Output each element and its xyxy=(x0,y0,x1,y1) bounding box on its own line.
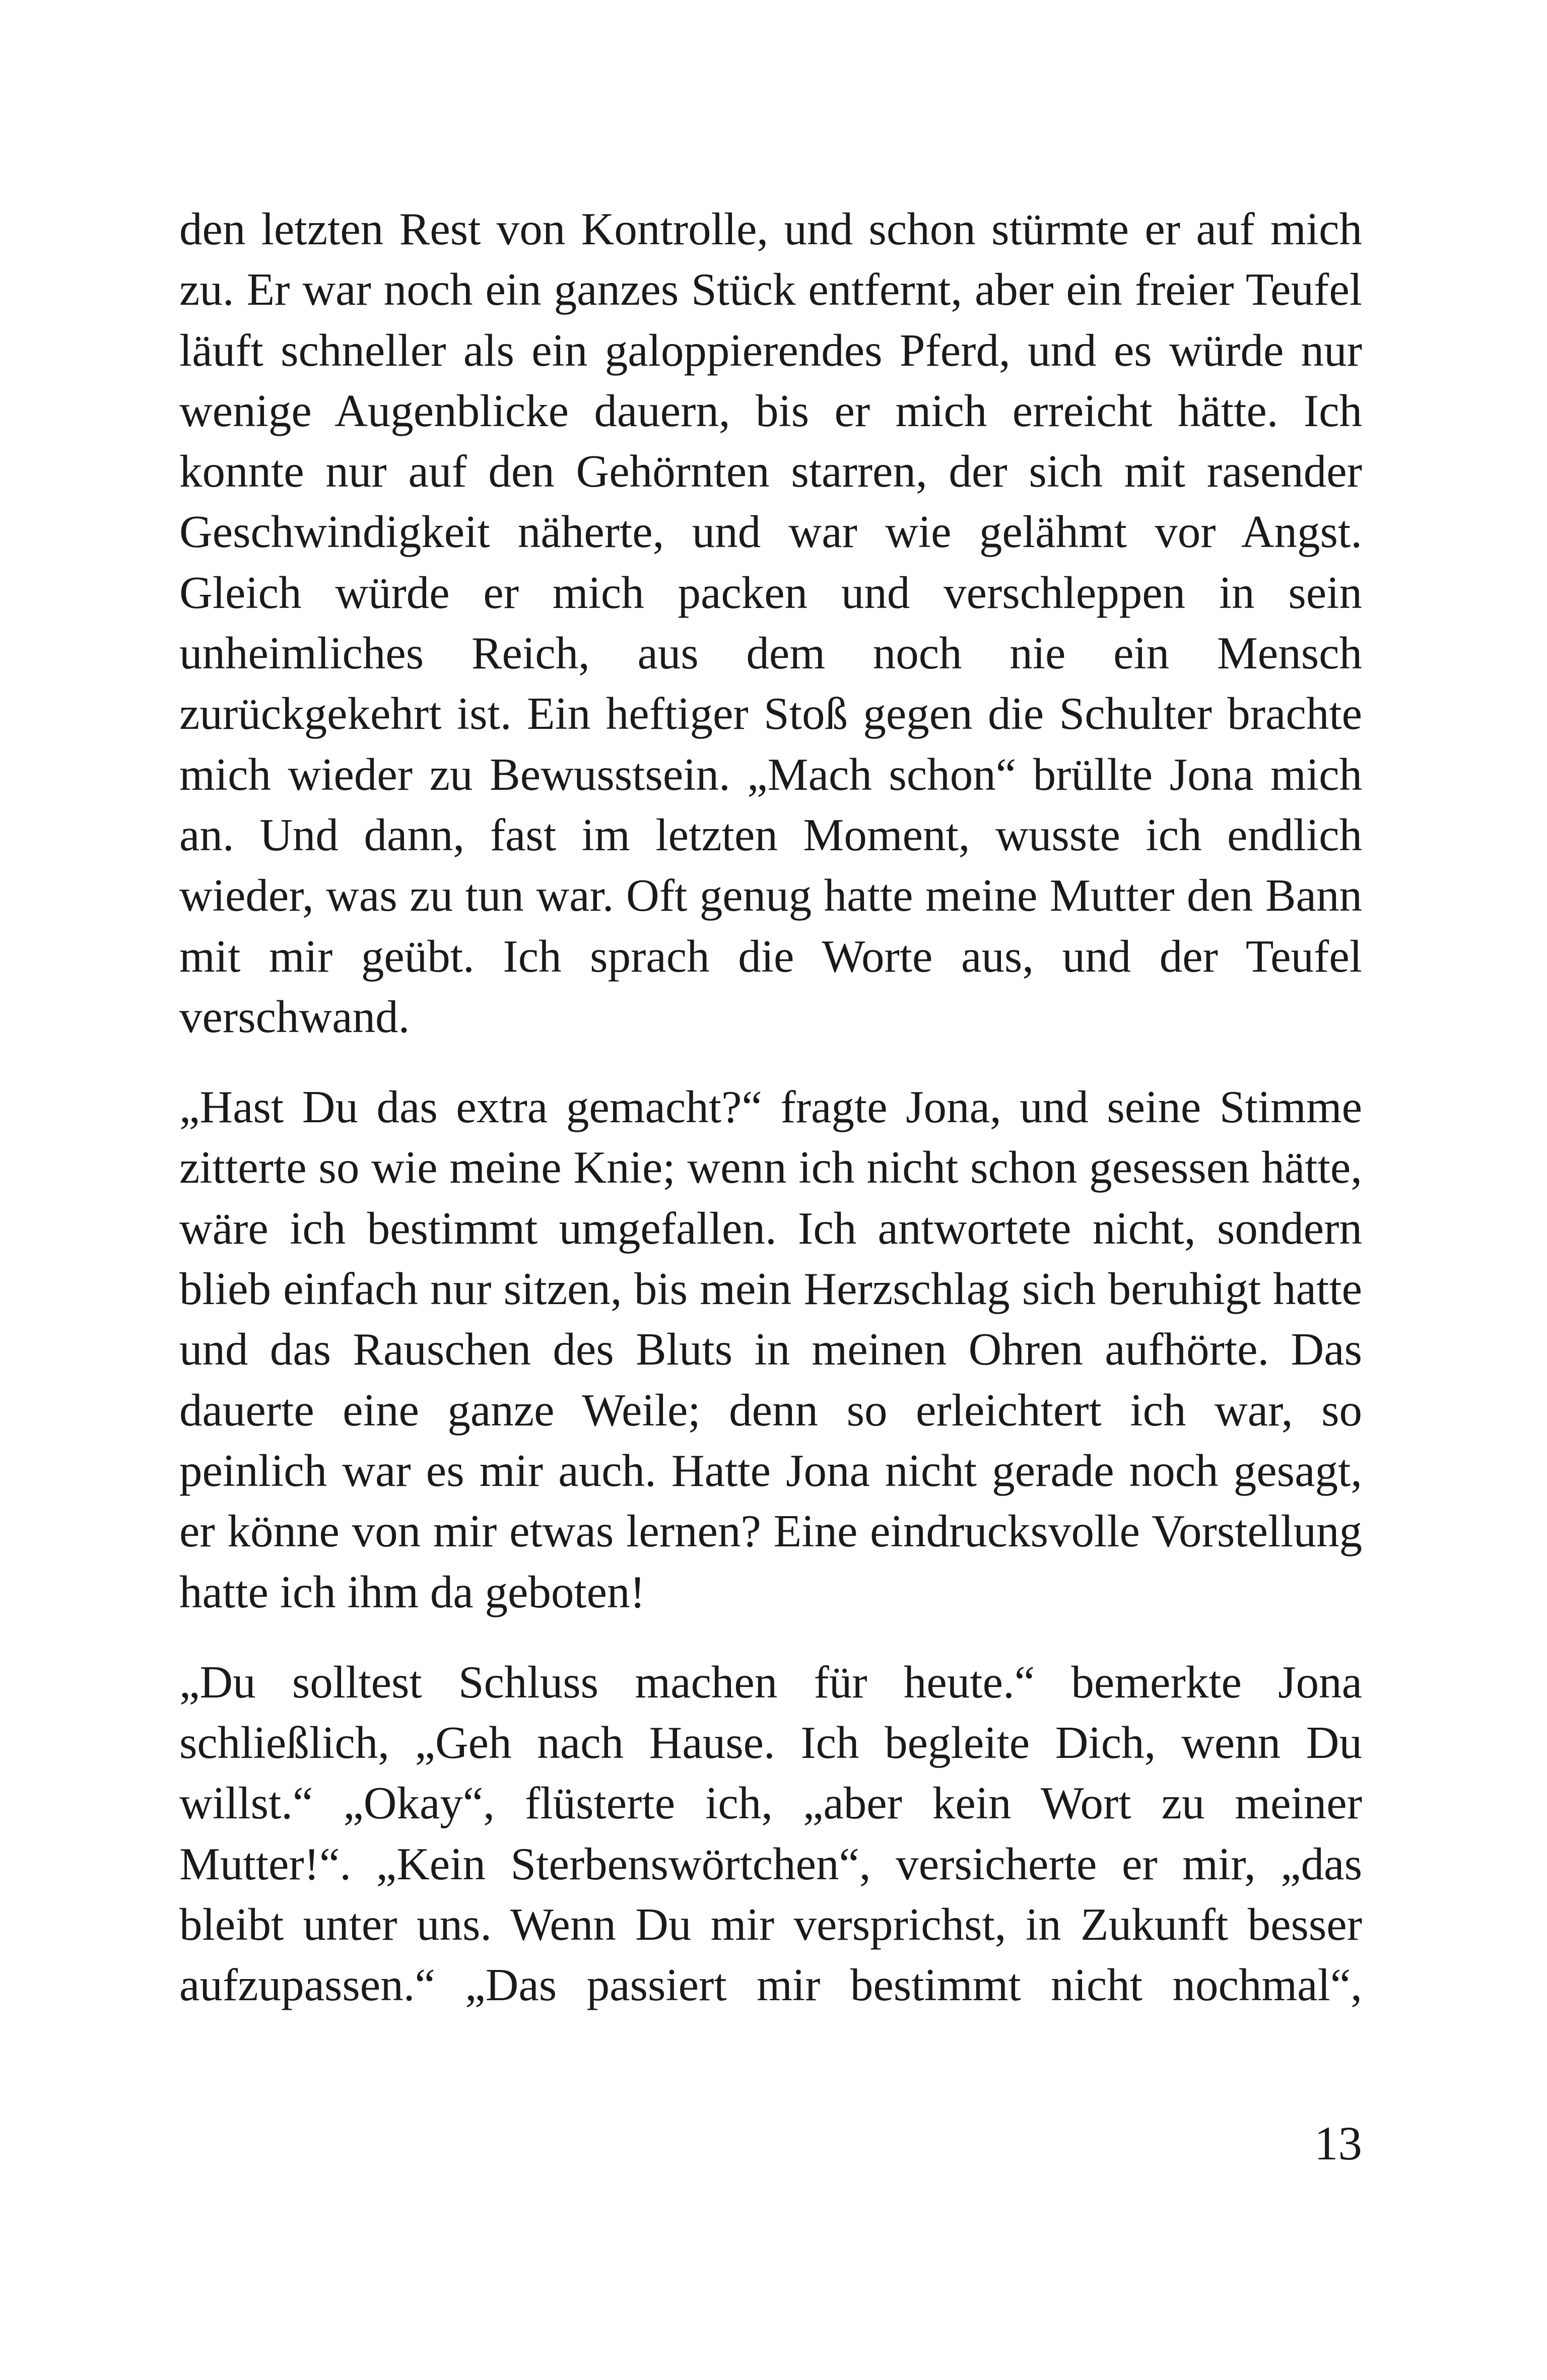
paragraph-3: „Du solltest Schluss machen für heute.“ bemerkte Jona schließlich, „Geh nach Hause. Ich begleite Dich, wenn Du willst.“ „Okay“, flüsterte ich, „aber kein Wort zu meiner Mutter!“. „Kein Sterbenswörtchen“, versicherte er mir, „das bleibt unter uns. Wenn Du mir versprichst, in Zukunft besser aufzupassen.“ „Das passiert mir bestimmt nicht nochmal“, xyxy=(179,1656,1362,2011)
body-text xyxy=(179,199,1362,2016)
paragraph-2: „Hast Du das extra gemacht?“ fragte Jona, und seine Stimme zitterte so wie meine Knie; wenn ich nicht schon gesessen hätte, wäre ich bestimmt umgefallen. Ich antwortete nicht, sondern blieb einfach nur sitzen, bis mein Herzschlag sich beruhigt hatte und das Rauschen des Bluts in meinen Ohren aufhörte. Das dauerte eine ganze Weile; denn so erleichtert ich war, so peinlich war es mir auch. Hatte Jona nicht gerade noch gesagt, er könne von mir etwas lernen? Eine eindrucksvolle Vorstellung hatte ich ihm da geboten! xyxy=(179,1081,1362,1617)
paragraph-1: den letzten Rest von Kontrolle, und schon stürmte er auf mich zu. Er war noch ein ganzes Stück entfernt, aber ein freier Teufel läuft schneller als ein galoppierendes Pferd, und es würde nur wenige Augenblicke dauern, bis er mich erreicht hätte. Ich konnte nur auf den Gehörnten starren, der sich mit rasender Geschwindigkeit näherte, und war wie gelähmt vor Angst. Gleich würde er mich packen und verschleppen in sein unheimliches Reich, aus dem noch nie ein Mensch zurückgekehrt ist. Ein heftiger Stoß gegen die Schulter brachte mich wieder zu Bewusstsein. „Mach schon“ brüllte Jona mich an. Und dann, fast im letzten Moment, wusste ich endlich wieder, was zu tun war. Oft genug hatte meine Mutter den Bann mit mir geübt. Ich sprach die Worte aus, und der Teufel verschwand. xyxy=(179,203,1362,1042)
page-number: 13 xyxy=(1314,2117,1362,2170)
